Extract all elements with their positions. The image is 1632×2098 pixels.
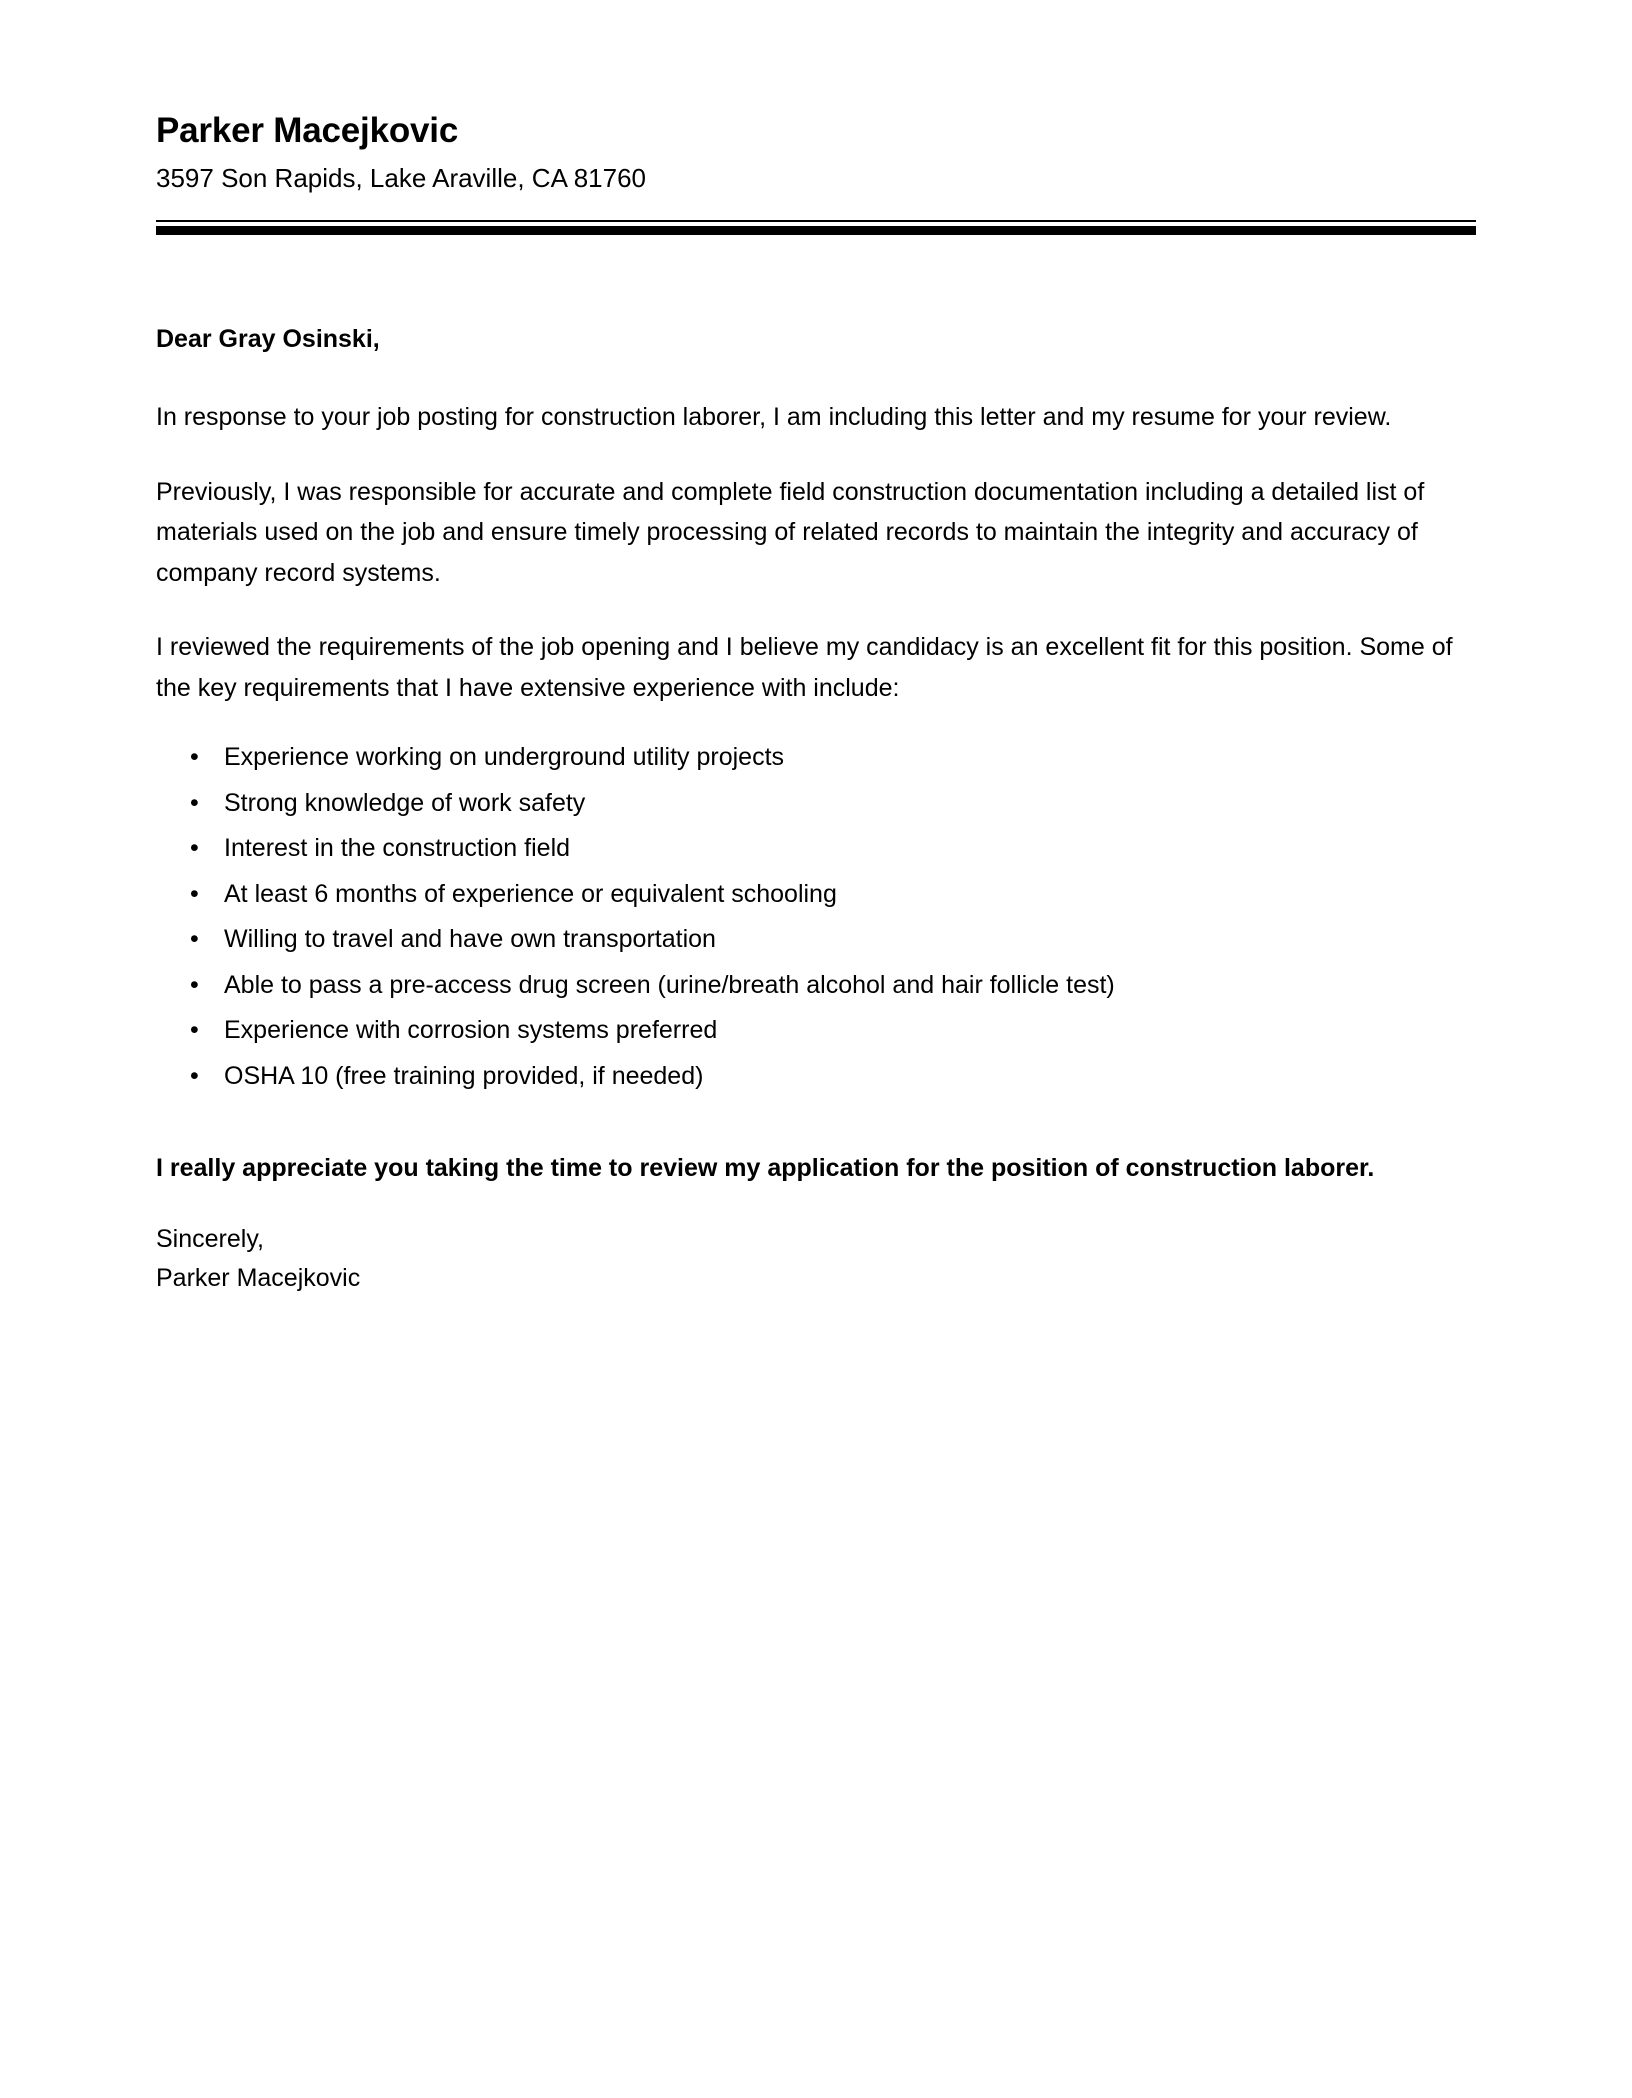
bullet-icon: •: [190, 925, 199, 954]
cover-letter: [156, 88, 1476, 1297]
list-item: [190, 970, 1476, 1016]
list-item-label: Experience with corrosion systems preferred: [224, 1016, 718, 1045]
signature-name: Parker Macejkovic: [156, 1264, 361, 1293]
list-item-label: Able to pass a pre-access drug screen (urine/breath alcohol and hair follicle test): [224, 970, 1115, 999]
closing-statement: I really appreciate you taking the time to review my application for the position of construction laborer.: [156, 1154, 1375, 1183]
list-item: [190, 788, 1476, 834]
list-item: [190, 1015, 1476, 1061]
requirements-list: [156, 742, 1476, 1106]
bullet-icon: •: [190, 1061, 199, 1090]
divider-thick-rule: [156, 226, 1476, 235]
list-item-label: At least 6 months of experience or equivalent schooling: [224, 879, 837, 908]
bullet-icon: •: [190, 743, 199, 772]
sender-address: 3597 Son Rapids, Lake Araville, CA 81760: [156, 162, 647, 193]
paragraph-requirements-lead-in: I reviewed the requirements of the job opening and I believe my candidacy is an excellent fit for this position. Some of the key requirements that I have extensive experience with include:: [156, 633, 1453, 702]
bullet-icon: •: [190, 879, 199, 908]
paragraph-intro: In response to your job posting for construction laborer, I am including this letter and my resume for your review.: [156, 403, 1392, 432]
list-item: [190, 1061, 1476, 1107]
list-item: [190, 742, 1476, 788]
bullet-icon: •: [190, 834, 199, 863]
list-item-label: OSHA 10 (free training provided, if needed): [224, 1061, 704, 1090]
bullet-icon: •: [190, 1016, 199, 1045]
list-item: [190, 924, 1476, 970]
sender-name: Parker Macejkovic: [156, 111, 459, 150]
paragraph-experience: Previously, I was responsible for accurate and complete field construction documentation including a detailed list of materials used on the job and ensure timely processing of related records to maintain the integrity and accuracy of company record systems.: [156, 477, 1425, 587]
valediction: Sincerely,: [156, 1224, 264, 1253]
list-item-label: Strong knowledge of work safety: [224, 788, 586, 817]
letter-body: [156, 235, 1476, 1297]
bullet-icon: •: [190, 970, 199, 999]
list-item-label: Willing to travel and have own transportation: [224, 925, 716, 954]
list-item-label: Interest in the construction field: [224, 834, 571, 863]
list-item: [190, 879, 1476, 925]
bullet-icon: •: [190, 788, 199, 817]
letterhead: [156, 88, 1476, 196]
list-item-label: Experience working on underground utility projects: [224, 743, 785, 772]
salutation: Dear Gray Osinski,: [156, 324, 380, 353]
header-divider: [156, 220, 1476, 235]
list-item: [190, 833, 1476, 879]
